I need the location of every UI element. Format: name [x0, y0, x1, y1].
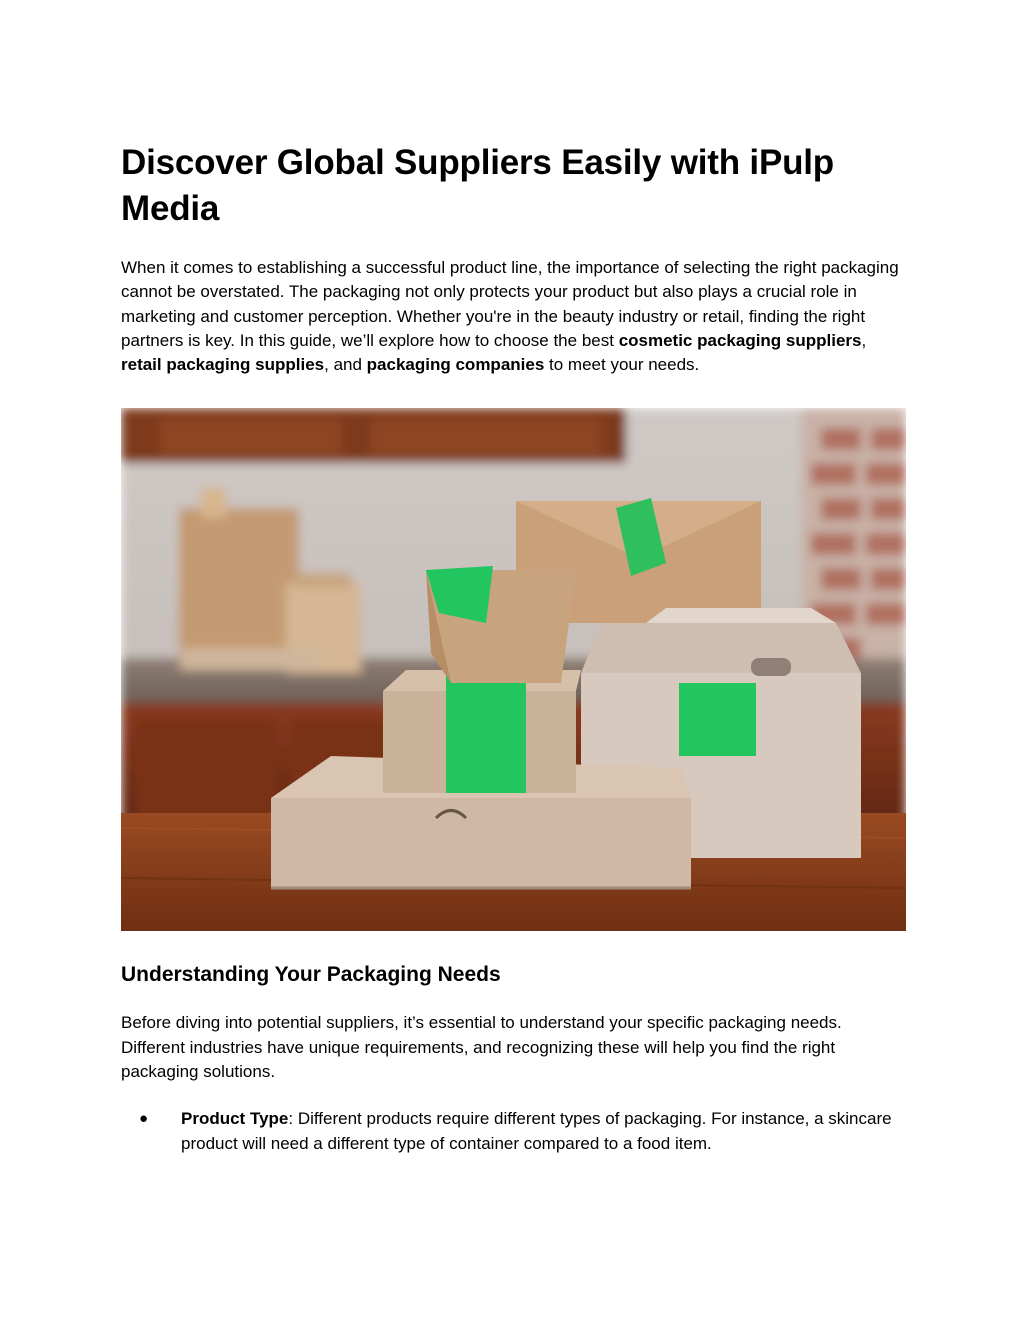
bullet-list — [121, 1107, 907, 1156]
page-title: Discover Global Suppliers Easily with iPulp Media — [121, 143, 834, 228]
intro-paragraph — [121, 256, 907, 377]
keyword-retail-packaging-supplies: retail packaging supplies — [121, 355, 325, 375]
list-item-text: : Different products require different types of packaging. For instance, a skincare product will need a different type of container compared to a food item. — [181, 1109, 892, 1153]
section-heading: Understanding Your Packaging Needs — [121, 963, 501, 987]
intro-text-4: to meet your needs. — [544, 355, 700, 375]
bullet-icon: ● — [139, 1110, 149, 1128]
intro-text-3: , and — [324, 355, 367, 375]
middle-box — [383, 670, 581, 793]
takeaway-box — [426, 566, 576, 683]
document-page — [121, 140, 907, 1156]
section-paragraph: Before diving into potential suppliers, it’s essential to understand your specific packaging needs. Different industries have unique requirements, and recognizing these will help you find the right packaging solutions. — [121, 1013, 842, 1082]
packaging-boxes-photo — [121, 408, 906, 931]
keyword-packaging-companies: packaging companies — [366, 355, 545, 375]
list-item-label: Product Type — [181, 1109, 289, 1129]
intro-text-2: , — [861, 330, 867, 350]
keyword-cosmetic-packaging-suppliers: cosmetic packaging suppliers — [618, 330, 862, 350]
list-item — [121, 1107, 907, 1156]
intro-text-1: When it comes to establishing a successful product line, the importance of selecting the right packaging cannot be overstated. The packaging not only protects your product but also plays a crucial role in marketing and customer perception. Whether you're in the beauty industry or retail, finding the right partners is key. In this guide, we’ll explore how to choose the best — [121, 258, 899, 350]
